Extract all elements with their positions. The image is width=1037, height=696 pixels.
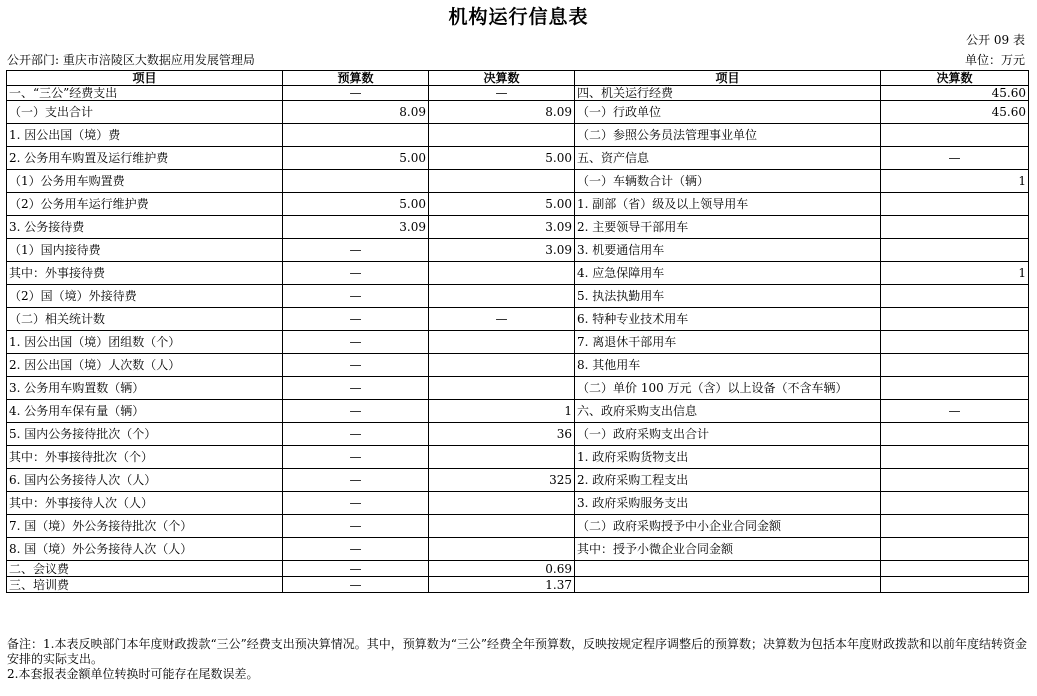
table-row: [7, 101, 1029, 124]
row-final-left: 0.69: [429, 561, 575, 577]
table-row: [7, 216, 1029, 239]
row-item-right: 2. 主要领导干部用车: [575, 216, 881, 239]
row-item-right: 其中：授予小微企业合同金额: [575, 538, 881, 561]
row-final-left: [429, 262, 575, 285]
row-item-right: 3. 机要通信用车: [575, 239, 881, 262]
row-final-left: 3.09: [429, 239, 575, 262]
row-final-right: —: [881, 147, 1029, 170]
row-final-left: —: [429, 86, 575, 101]
row-budget: —: [283, 515, 429, 538]
row-budget: —: [283, 492, 429, 515]
info-table: [6, 70, 1029, 593]
row-item-right: （二）政府采购授予中小企业合同金额: [575, 515, 881, 538]
row-item-right: 四、机关运行经费: [575, 86, 881, 101]
row-final-left: [429, 331, 575, 354]
table-row: [7, 577, 1029, 593]
table-row: [7, 515, 1029, 538]
row-item-right: （一）行政单位: [575, 101, 881, 124]
row-final-left: 36: [429, 423, 575, 446]
row-item-left: （1）国内接待费: [7, 239, 283, 262]
row-final-right: [881, 216, 1029, 239]
row-item-left: 1. 因公出国（境）费: [7, 124, 283, 147]
table-row: [7, 538, 1029, 561]
row-item-right: 5. 执法执勤用车: [575, 285, 881, 308]
row-final-right: [881, 124, 1029, 147]
table-row: [7, 492, 1029, 515]
row-final-left: [429, 515, 575, 538]
row-item-right: 五、资产信息: [575, 147, 881, 170]
table-row: [7, 400, 1029, 423]
row-budget: 8.09: [283, 101, 429, 124]
row-final-left: [429, 170, 575, 193]
row-item-right: 1. 副部（省）级及以上领导用车: [575, 193, 881, 216]
row-budget: [283, 124, 429, 147]
table-row: [7, 561, 1029, 577]
row-final-right: 45.60: [881, 101, 1029, 124]
unit-label: 单位：万元: [964, 53, 1025, 67]
table-row: [7, 170, 1029, 193]
row-item-right: （二）参照公务员法管理事业单位: [575, 124, 881, 147]
row-budget: —: [283, 331, 429, 354]
row-item-left: （2）公务用车运行维护费: [7, 193, 283, 216]
row-final-right: [881, 538, 1029, 561]
notes: [7, 637, 1029, 682]
table-row: [7, 308, 1029, 331]
row-item-left: 8. 国（境）外公务接待人次（人）: [7, 538, 283, 561]
row-item-left: （二）相关统计数: [7, 308, 283, 331]
note-2: 2.本套报表金额单位转换时可能存在尾数误差。: [7, 667, 259, 681]
table-row: [7, 193, 1029, 216]
row-item-right: 六、政府采购支出信息: [575, 400, 881, 423]
row-item-right: （一）政府采购支出合计: [575, 423, 881, 446]
row-final-left: 5.00: [429, 193, 575, 216]
table-body: [7, 86, 1029, 593]
table-row: [7, 331, 1029, 354]
row-budget: —: [283, 423, 429, 446]
table-row: [7, 262, 1029, 285]
note-1: 备注：1.本表反映部门本年度财政拨款“三公”经费支出预决算情况。其中，预算数为“三公”经费全年预算数，反映按规定程序调整后的预算数；决算数为包括本年度财政拨款和以前年度结转资金安排的实际支出。: [7, 637, 1027, 666]
header-item-right: 项目: [575, 71, 881, 86]
row-budget: —: [283, 561, 429, 577]
row-final-right: [881, 515, 1029, 538]
row-final-right: [881, 193, 1029, 216]
table-row: [7, 423, 1029, 446]
row-item-left: 5. 国内公务接待批次（个）: [7, 423, 283, 446]
row-item-left: 2. 因公出国（境）人次数（人）: [7, 354, 283, 377]
row-final-right: —: [881, 400, 1029, 423]
table-row: [7, 469, 1029, 492]
row-final-left: 5.00: [429, 147, 575, 170]
row-item-right: 1. 政府采购货物支出: [575, 446, 881, 469]
row-final-right: [881, 423, 1029, 446]
header-row: [7, 71, 1029, 86]
row-budget: —: [283, 400, 429, 423]
row-item-right: 7. 离退休干部用车: [575, 331, 881, 354]
table-row: [7, 147, 1029, 170]
row-budget: —: [283, 239, 429, 262]
row-item-right: [575, 577, 881, 593]
row-budget: —: [283, 308, 429, 331]
row-item-left: 三、培训费: [7, 577, 283, 593]
row-item-right: 4. 应急保障用车: [575, 262, 881, 285]
row-final-right: [881, 285, 1029, 308]
row-item-left: 2. 公务用车购置及运行维护费: [7, 147, 283, 170]
table-row: [7, 285, 1029, 308]
row-item-right: 2. 政府采购工程支出: [575, 469, 881, 492]
row-budget: 5.00: [283, 147, 429, 170]
row-final-right: [881, 446, 1029, 469]
row-final-left: 8.09: [429, 101, 575, 124]
row-final-left: 1: [429, 400, 575, 423]
row-final-left: [429, 446, 575, 469]
row-final-left: —: [429, 308, 575, 331]
row-final-left: 1.37: [429, 577, 575, 593]
row-final-right: [881, 577, 1029, 593]
table-code: 公开 09 表: [966, 33, 1025, 47]
row-final-left: 325: [429, 469, 575, 492]
table-row: [7, 446, 1029, 469]
table-row: [7, 86, 1029, 101]
row-budget: —: [283, 446, 429, 469]
row-budget: —: [283, 86, 429, 101]
row-item-left: 3. 公务接待费: [7, 216, 283, 239]
row-item-left: 二、会议费: [7, 561, 283, 577]
row-item-left: （一）支出合计: [7, 101, 283, 124]
table-row: [7, 377, 1029, 400]
row-final-right: [881, 561, 1029, 577]
row-item-left: （1）公务用车购置费: [7, 170, 283, 193]
row-budget: —: [283, 577, 429, 593]
row-item-left: 其中：外事接待费: [7, 262, 283, 285]
row-final-right: [881, 331, 1029, 354]
row-budget: 5.00: [283, 193, 429, 216]
table-row: [7, 239, 1029, 262]
header-item-left: 项目: [7, 71, 283, 86]
row-item-right: [575, 561, 881, 577]
row-budget: —: [283, 377, 429, 400]
department-label: 公开部门: 重庆市涪陵区大数据应用发展管理局: [7, 53, 255, 67]
row-item-left: 其中：外事接待批次（个）: [7, 446, 283, 469]
row-final-left: [429, 285, 575, 308]
row-final-left: 3.09: [429, 216, 575, 239]
row-final-left: [429, 492, 575, 515]
row-item-left: 1. 因公出国（境）团组数（个）: [7, 331, 283, 354]
row-item-right: （二）单价 100 万元（含）以上设备（不含车辆）: [575, 377, 881, 400]
row-final-right: 1: [881, 262, 1029, 285]
row-final-right: [881, 492, 1029, 515]
header-budget: 预算数: [283, 71, 429, 86]
row-item-right: 8. 其他用车: [575, 354, 881, 377]
row-budget: —: [283, 354, 429, 377]
row-item-left: 其中：外事接待人次（人）: [7, 492, 283, 515]
row-final-right: [881, 377, 1029, 400]
row-budget: 3.09: [283, 216, 429, 239]
table-row: [7, 354, 1029, 377]
row-final-left: [429, 124, 575, 147]
row-final-left: [429, 354, 575, 377]
row-item-left: 4. 公务用车保有量（辆）: [7, 400, 283, 423]
row-budget: —: [283, 538, 429, 561]
row-item-right: 6. 特种专业技术用车: [575, 308, 881, 331]
row-final-right: 1: [881, 170, 1029, 193]
row-budget: —: [283, 469, 429, 492]
row-item-right: 3. 政府采购服务支出: [575, 492, 881, 515]
row-item-left: 7. 国（境）外公务接待批次（个）: [7, 515, 283, 538]
row-final-right: [881, 239, 1029, 262]
row-final-right: [881, 308, 1029, 331]
row-item-left: 6. 国内公务接待人次（人）: [7, 469, 283, 492]
row-item-right: （一）车辆数合计（辆）: [575, 170, 881, 193]
row-final-left: [429, 538, 575, 561]
table-row: [7, 124, 1029, 147]
row-budget: —: [283, 262, 429, 285]
header-final-right: 决算数: [881, 71, 1029, 86]
row-item-left: 一、“三公”经费支出: [7, 86, 283, 101]
row-budget: [283, 170, 429, 193]
row-final-right: [881, 354, 1029, 377]
row-final-right: [881, 469, 1029, 492]
row-budget: —: [283, 285, 429, 308]
row-item-left: 3. 公务用车购置数（辆）: [7, 377, 283, 400]
row-final-left: [429, 377, 575, 400]
page-title: 机构运行信息表: [448, 6, 589, 28]
header-final-left: 决算数: [429, 71, 575, 86]
row-final-right: 45.60: [881, 86, 1029, 101]
row-item-left: （2）国（境）外接待费: [7, 285, 283, 308]
